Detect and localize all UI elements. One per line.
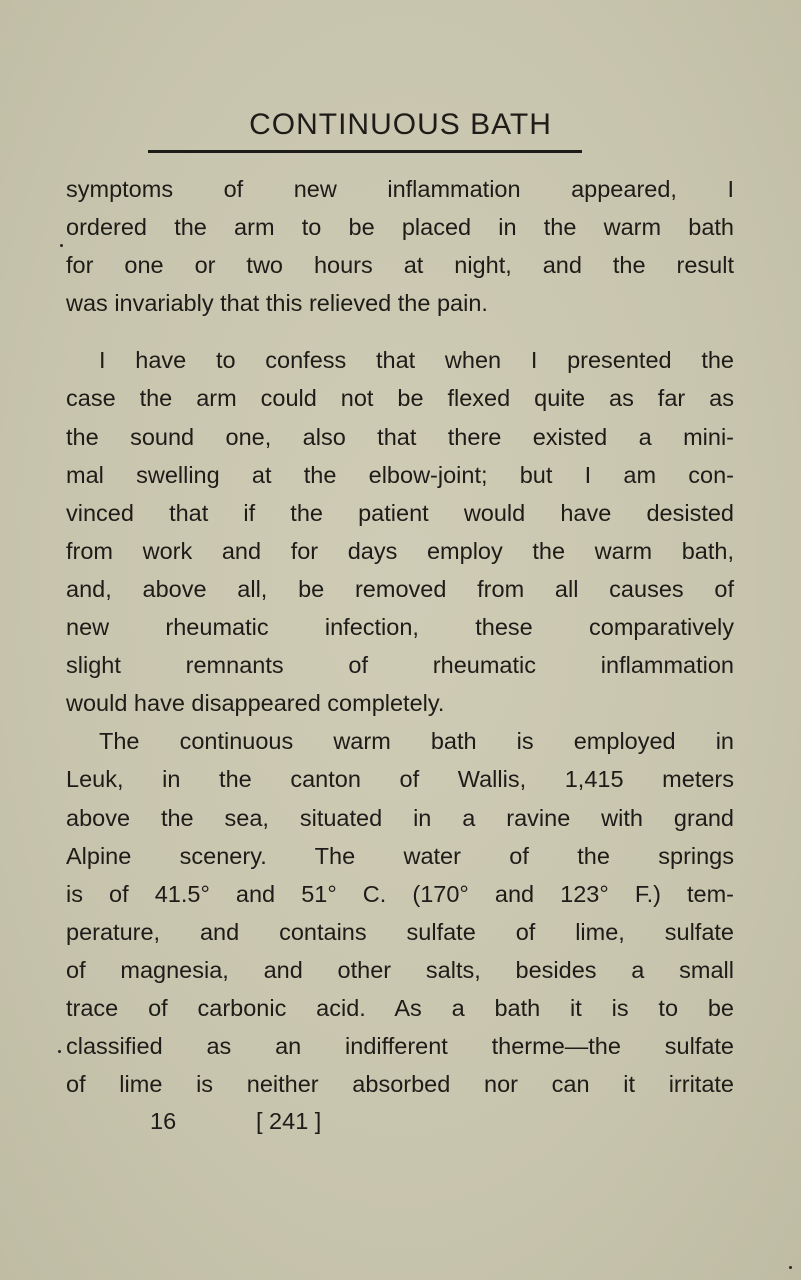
speck-mark	[60, 244, 63, 247]
text-line: slight remnants of rheumatic inflammation	[66, 652, 734, 679]
text-line: is of 41.5° and 51° C. (170° and 123° F.) tem-	[66, 880, 734, 907]
speck-mark	[789, 1266, 792, 1269]
text-line: would have disappeared completely.	[66, 690, 445, 717]
text-line: Leuk, in the canton of Wallis, 1,415 meters	[66, 766, 734, 793]
text-line: of lime is neither absorbed nor can it irritate	[66, 1071, 734, 1098]
text-line: vinced that if the patient would have desisted	[66, 499, 734, 526]
text-line: was invariably that this relieved the pain.	[66, 290, 488, 317]
text-line: above the sea, situated in a ravine with grand	[66, 804, 734, 831]
text-line: from work and for days employ the warm bath,	[66, 537, 734, 564]
text-line: The continuous warm bath is employed in	[99, 728, 734, 755]
text-line: trace of carbonic acid. As a bath it is to be	[66, 994, 734, 1021]
text-line: ordered the arm to be placed in the warm bath	[66, 214, 734, 241]
header-rule	[148, 150, 582, 153]
signature-mark: 16	[150, 1108, 177, 1134]
page-number: [ 241 ]	[256, 1108, 322, 1134]
text-line: of magnesia, and other salts, besides a small	[66, 956, 734, 983]
paragraph-gap	[66, 322, 734, 341]
text-line: new rheumatic infection, these comparatively	[66, 614, 734, 641]
text-line: the sound one, also that there existed a mini-	[66, 423, 734, 450]
speck-mark	[58, 1050, 61, 1053]
text-line: for one or two hours at night, and the result	[66, 252, 734, 279]
text-line: and, above all, be removed from all causes of	[66, 575, 734, 602]
running-head: CONTINUOUS BATH	[249, 108, 552, 141]
text-line: classified as an indifferent therme—the sulfate	[66, 1033, 734, 1060]
body-text	[66, 170, 734, 1103]
text-line: perature, and contains sulfate of lime, sulfate	[66, 918, 734, 945]
text-line: Alpine scenery. The water of the springs	[66, 842, 734, 869]
text-line: case the arm could not be flexed quite as far as	[66, 385, 734, 412]
text-line: I have to confess that when I presented the	[99, 347, 734, 374]
text-line: mal swelling at the elbow-joint; but I am con-	[66, 461, 734, 488]
text-line: symptoms of new inflammation appeared, I	[66, 176, 734, 202]
